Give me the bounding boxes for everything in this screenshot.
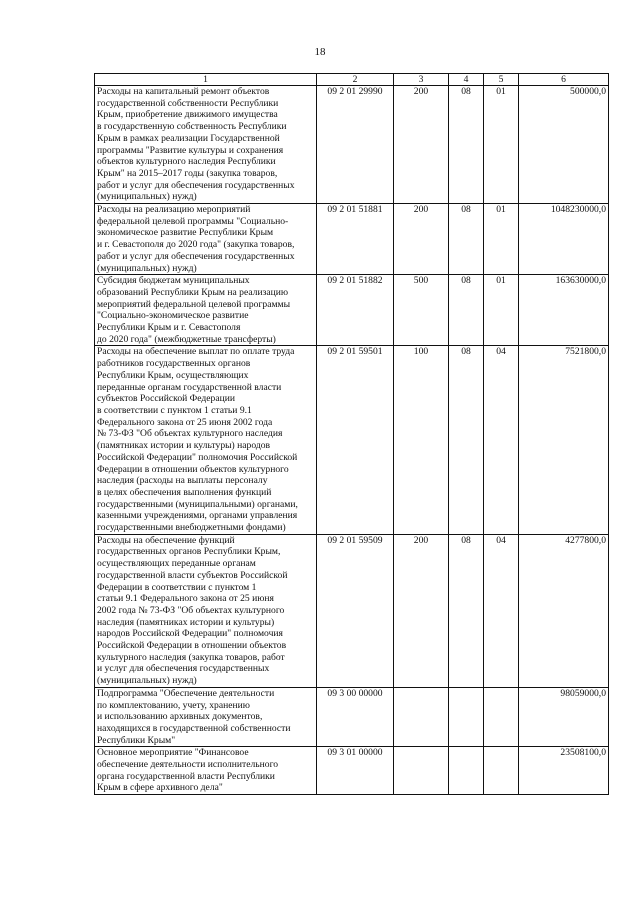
subsection-code: 04 (484, 346, 519, 534)
subsection-code (484, 687, 519, 747)
amount: 98059000,0 (519, 687, 609, 747)
expense-type-code: 200 (394, 204, 449, 275)
table-row (95, 204, 609, 275)
budget-table (94, 73, 609, 795)
target-article-code: 09 2 01 51882 (317, 275, 394, 346)
column-header: 3 (394, 74, 449, 86)
section-code: 08 (449, 204, 484, 275)
expense-name: Субсидия бюджетам муниципальных образований Республики Крым на реализацию мероприятий федеральной целевой программы "Социально-экономическое развитие Республики Крым и г. Севастополя до 2020 года" (межбюджетные трансферты) (95, 275, 317, 346)
target-article-code: 09 3 00 00000 (317, 687, 394, 747)
table-row (95, 534, 609, 687)
subsection-code: 01 (484, 204, 519, 275)
expense-name: Основное мероприятие "Финансовое обеспечение деятельности исполнительного органа государственной власти Республики Крым в сфере архивного дела" (95, 747, 317, 795)
table-row (95, 687, 609, 747)
amount: 4277800,0 (519, 534, 609, 687)
section-code: 08 (449, 534, 484, 687)
expense-type-code (394, 747, 449, 795)
column-header: 4 (449, 74, 484, 86)
expense-type-code: 200 (394, 534, 449, 687)
amount: 23508100,0 (519, 747, 609, 795)
expense-name: Расходы на капитальный ремонт объектов государственной собственности Республики Крым, приобретение движимого имущества в государственную собственность Республики Крым в рамках реализации Государственной программы "Развитие культуры и сохранения объектов культурного наследия Республики Крым" на 2015–2017 годы (закупка товаров, работ и услуг для обеспечения государственных (муниципальных) нужд) (95, 86, 317, 204)
table-header-row (95, 74, 609, 86)
expense-type-code: 100 (394, 346, 449, 534)
subsection-code: 04 (484, 534, 519, 687)
section-code (449, 747, 484, 795)
target-article-code: 09 2 01 51881 (317, 204, 394, 275)
column-header: 6 (519, 74, 609, 86)
amount: 1048230000,0 (519, 204, 609, 275)
table-row (95, 747, 609, 795)
expense-type-code: 200 (394, 86, 449, 204)
amount: 500000,0 (519, 86, 609, 204)
section-code: 08 (449, 275, 484, 346)
table-row (95, 275, 609, 346)
target-article-code: 09 3 01 00000 (317, 747, 394, 795)
target-article-code: 09 2 01 59509 (317, 534, 394, 687)
expense-type-code: 500 (394, 275, 449, 346)
target-article-code: 09 2 01 59501 (317, 346, 394, 534)
column-header: 5 (484, 74, 519, 86)
expense-name: Расходы на реализацию мероприятий федеральной целевой программы "Социально- экономическое развитие Республики Крым и г. Севастополя до 2020 года" (закупка товаров, работ и услуг для обеспечения государственных (муниципальных) нужд) (95, 204, 317, 275)
subsection-code: 01 (484, 275, 519, 346)
column-header: 1 (95, 74, 317, 86)
expense-name: Подпрограмма "Обеспечение деятельности по комплектованию, учету, хранению и использованию архивных документов, находящихся в государственной собственности Республики Крым" (95, 687, 317, 747)
page-number: 18 (314, 46, 326, 58)
expense-type-code (394, 687, 449, 747)
section-code: 08 (449, 86, 484, 204)
expense-name: Расходы на обеспечение выплат по оплате труда работников государственных органов Республики Крым, осуществляющих переданные органам государственной власти субъектов Российской Федерации в соответствии с пунктом 1 статьи 9.1 Федерального закона от 25 июня 2002 года № 73-ФЗ "Об объектах культурного наследия (памятниках истории и культуры) народов Российской Федерации" полномочия Российской Федерации в отношении объектов культурного наследия (расходы на выплаты персоналу в целях обеспечения выполнения функций государственными (муниципальными) органами, казенными учреждениями, органами управления государственными внебюджетными фондами) (95, 346, 317, 534)
amount: 7521800,0 (519, 346, 609, 534)
table-row (95, 86, 609, 204)
section-code (449, 687, 484, 747)
subsection-code (484, 747, 519, 795)
target-article-code: 09 2 01 29990 (317, 86, 394, 204)
section-code: 08 (449, 346, 484, 534)
amount: 163630000,0 (519, 275, 609, 346)
expense-name: Расходы на обеспечение функций государственных органов Республики Крым, осуществляющих переданные органам государственной власти субъектов Российской Федерации в соответствии с пунктом 1 статьи 9.1 Федерального закона от 25 июня 2002 года № 73-ФЗ "Об объектах культурного наследия (памятниках истории и культуры) народов Российской Федерации" полномочия Российской Федерации в отношении объектов культурного наследия (закупка товаров, работ и услуг для обеспечения государственных (муниципальных) нужд) (95, 534, 317, 687)
table-row (95, 346, 609, 534)
column-header: 2 (317, 74, 394, 86)
subsection-code: 01 (484, 86, 519, 204)
